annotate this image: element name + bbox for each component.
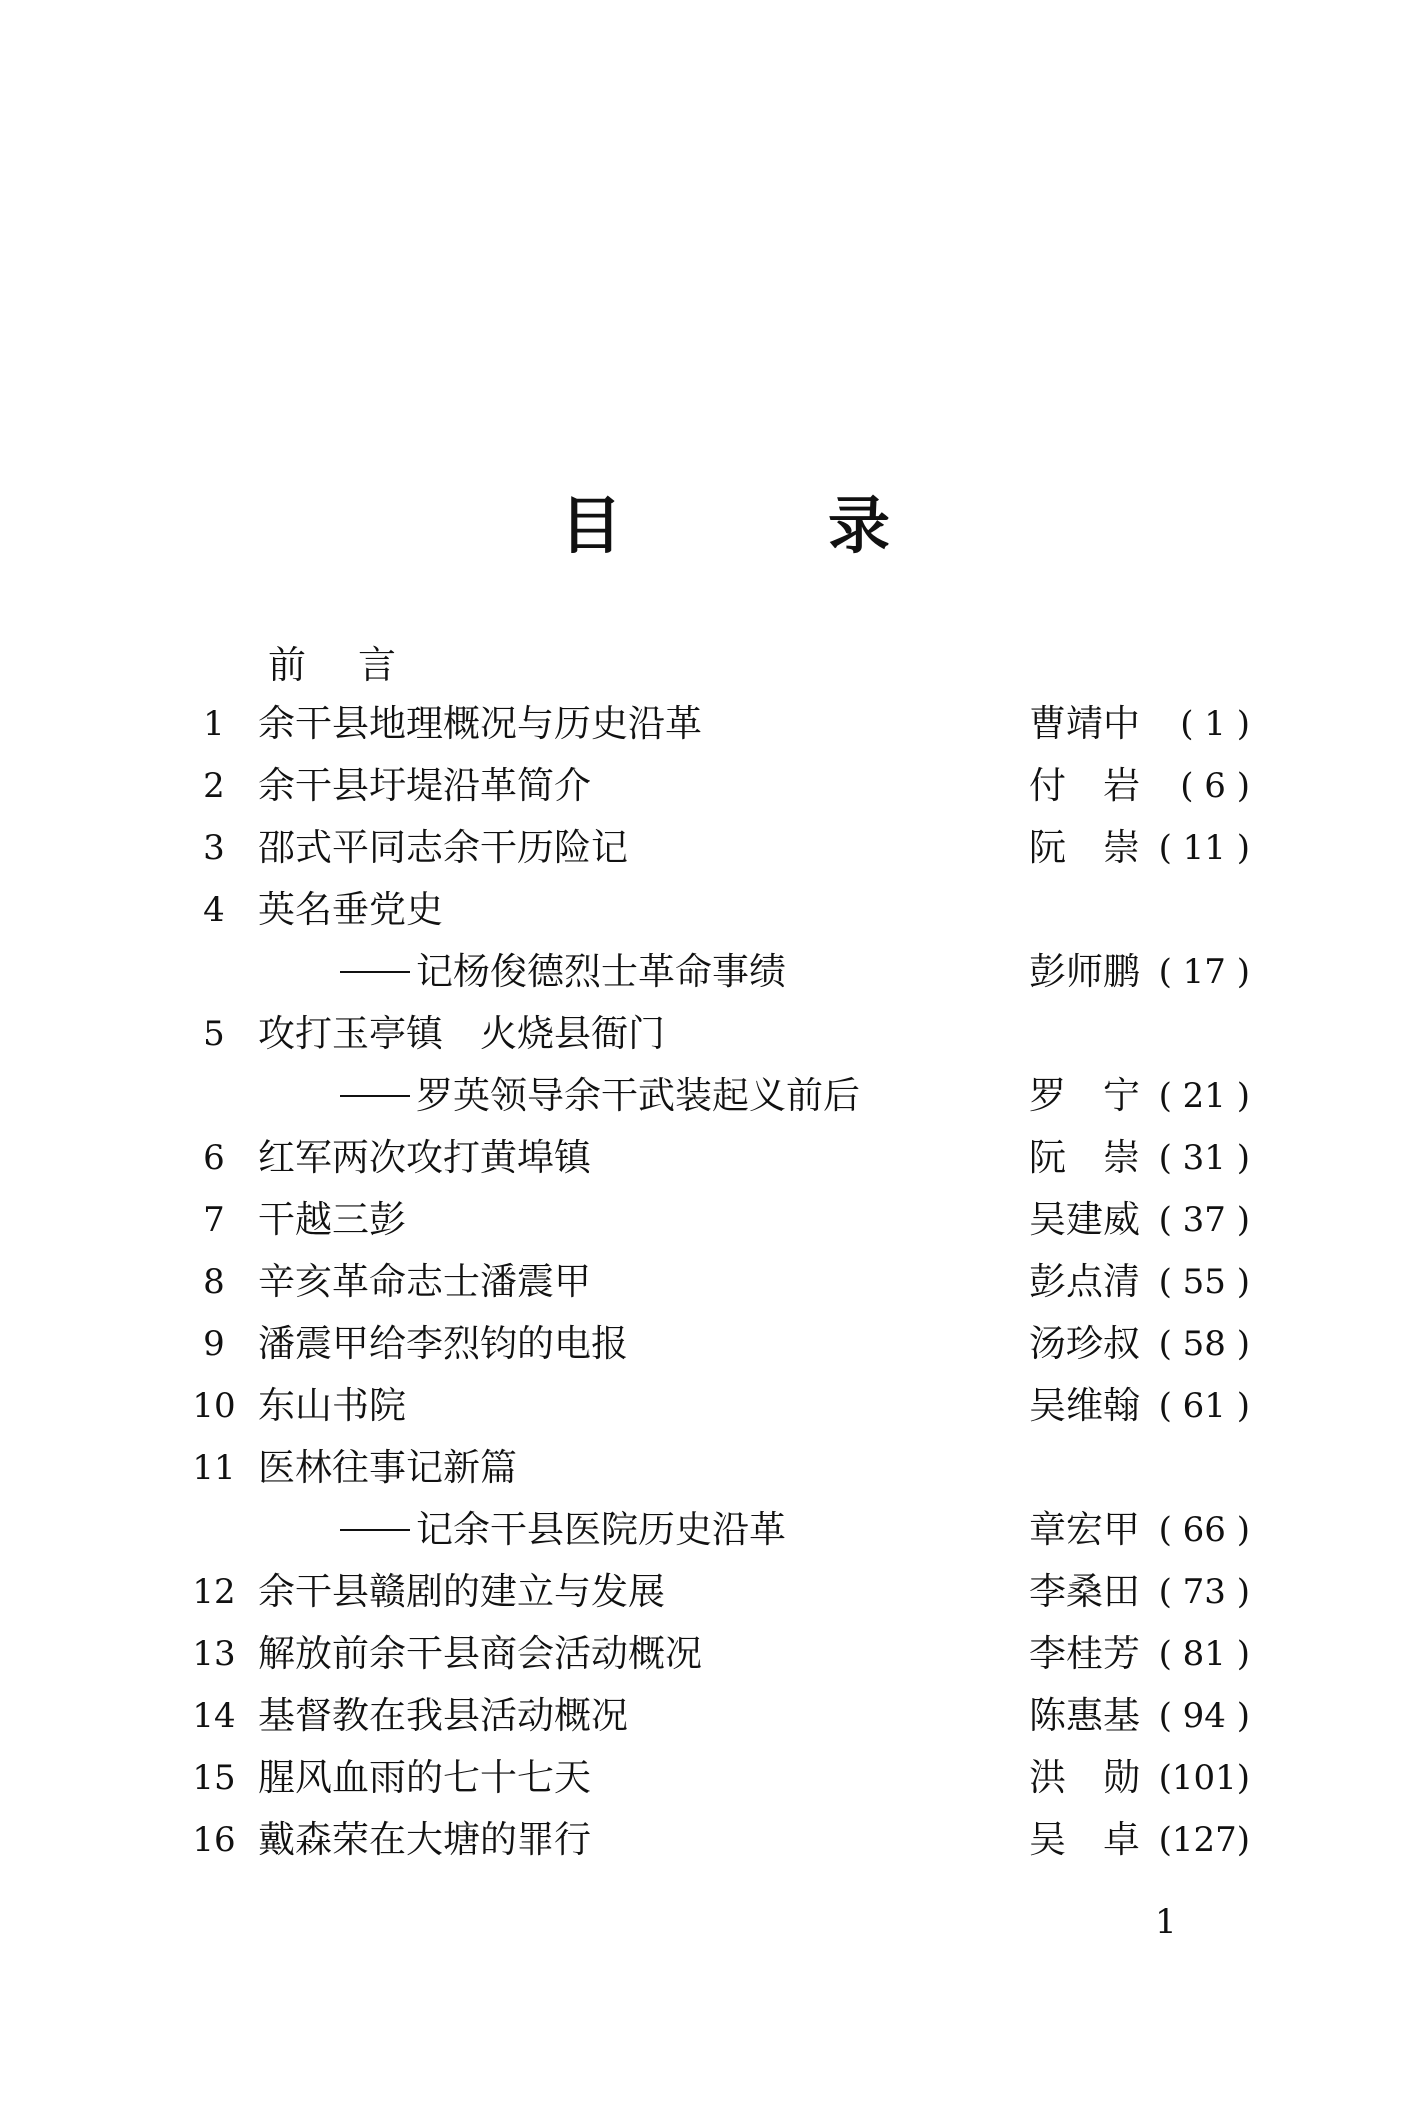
em-dash — [340, 1529, 410, 1531]
entry-author: 曹靖中 — [1029, 702, 1140, 745]
toc-entry — [170, 1814, 1250, 1866]
entry-page: (127) — [1158, 1820, 1250, 1860]
entry-page: ( 94 ) — [1158, 1696, 1250, 1736]
title-char-1: 目 — [560, 489, 623, 562]
entry-title: 戴森荣在大塘的罪行 — [258, 1818, 591, 1861]
toc-entry — [170, 1194, 1250, 1246]
toc-entry — [170, 884, 1250, 936]
entry-author: 汤珍叔 — [1029, 1322, 1140, 1365]
dot-leader — [706, 698, 1025, 750]
toc-entry — [170, 1566, 1250, 1618]
entry-page: ( 17 ) — [1158, 952, 1250, 992]
dot-leader — [595, 1814, 1025, 1866]
entry-author: 阮 崇 — [1029, 826, 1140, 869]
dot-leader — [632, 1690, 1025, 1742]
preface-heading: 前言 — [268, 643, 449, 687]
dot-leader — [410, 1380, 1025, 1432]
entry-subtitle: 罗英领导余干武装起义前后 — [416, 1074, 860, 1117]
entry-number: 10 — [192, 1386, 236, 1426]
entry-title: 英名垂党史 — [258, 888, 443, 931]
entry-page: ( 81 ) — [1158, 1634, 1250, 1674]
dot-leader — [595, 760, 1025, 812]
entry-title: 基督教在我县活动概况 — [258, 1694, 628, 1737]
entry-subtitle: 记余干县医院历史沿革 — [416, 1508, 786, 1551]
entry-number: 11 — [192, 1448, 236, 1488]
entry-title: 余干县地理概况与历史沿革 — [258, 702, 702, 745]
entry-page: ( 37 ) — [1158, 1200, 1250, 1240]
entry-number: 2 — [203, 766, 225, 806]
toc-entry — [170, 1256, 1250, 1308]
entry-title: 攻打玉亭镇 火烧县衙门 — [258, 1012, 665, 1055]
entry-author: 吴维翰 — [1029, 1384, 1140, 1427]
entry-title: 辛亥革命志士潘震甲 — [258, 1260, 591, 1303]
entry-author: 洪 勋 — [1029, 1756, 1140, 1799]
entry-author: 阮 崇 — [1029, 1136, 1140, 1179]
entry-page: ( 73 ) — [1158, 1572, 1250, 1612]
entry-number: 6 — [203, 1138, 225, 1178]
entry-title: 余干县赣剧的建立与发展 — [258, 1570, 665, 1613]
toc-subentry — [340, 946, 1250, 998]
dot-leader — [595, 1132, 1025, 1184]
dot-leader — [632, 1318, 1025, 1370]
entry-page: ( 1 ) — [1180, 704, 1250, 744]
dot-leader — [790, 1504, 1025, 1556]
toc-entry — [170, 1318, 1250, 1370]
toc-entry — [170, 698, 1250, 750]
entry-title: 潘震甲给李烈钧的电报 — [258, 1322, 628, 1365]
entry-page: ( 31 ) — [1158, 1138, 1250, 1178]
entry-title: 腥风血雨的七十七天 — [258, 1756, 591, 1799]
dot-leader — [595, 1256, 1025, 1308]
toc-entry — [170, 1442, 1250, 1494]
toc-entry — [170, 1628, 1250, 1680]
entry-page: ( 61 ) — [1158, 1386, 1250, 1426]
title-char-2: 录 — [827, 489, 890, 562]
entry-author: 付 岩 — [1029, 764, 1140, 807]
entry-number: 1 — [203, 704, 225, 744]
toc-entry — [170, 1752, 1250, 1804]
entry-title: 红军两次攻打黄埠镇 — [258, 1136, 591, 1179]
entry-number: 5 — [203, 1014, 225, 1054]
entry-subtitle: 记杨俊德烈士革命事绩 — [416, 950, 786, 993]
entry-number: 9 — [203, 1324, 225, 1364]
entry-author: 章宏甲 — [1029, 1508, 1140, 1551]
toc-entry — [170, 1690, 1250, 1742]
page-number: 1 — [1155, 1902, 1177, 1942]
entry-title: 解放前余干县商会活动概况 — [258, 1632, 702, 1675]
dot-leader — [864, 1070, 1025, 1122]
entry-page: ( 55 ) — [1158, 1262, 1250, 1302]
toc-subentry — [340, 1070, 1250, 1122]
dot-leader — [790, 946, 1025, 998]
entry-number: 15 — [192, 1758, 236, 1798]
entry-number: 16 — [192, 1820, 236, 1860]
entry-author: 吴建威 — [1029, 1198, 1140, 1241]
entry-number: 13 — [192, 1634, 236, 1674]
toc-entry — [170, 1008, 1250, 1060]
entry-number: 4 — [203, 890, 225, 930]
dot-leader — [706, 1628, 1025, 1680]
toc-entry — [170, 760, 1250, 812]
entry-number: 12 — [192, 1572, 236, 1612]
entry-title: 东山书院 — [258, 1384, 406, 1427]
dot-leader — [410, 1194, 1025, 1246]
entry-page: ( 11 ) — [1158, 828, 1250, 868]
entry-page: ( 66 ) — [1158, 1510, 1250, 1550]
entry-number: 7 — [203, 1200, 225, 1240]
em-dash — [340, 1095, 410, 1097]
entry-title: 余干县圩堤沿革简介 — [258, 764, 591, 807]
dot-leader — [669, 1566, 1025, 1618]
entry-page: ( 58 ) — [1158, 1324, 1250, 1364]
toc-entry — [170, 1132, 1250, 1184]
em-dash — [340, 971, 410, 973]
entry-title: 干越三彭 — [258, 1198, 406, 1241]
dot-leader — [595, 1752, 1025, 1804]
toc-entry — [170, 822, 1250, 874]
entry-author: 李桂芳 — [1029, 1632, 1140, 1675]
entry-number: 14 — [192, 1696, 236, 1736]
page-title — [560, 490, 890, 562]
toc-entry — [170, 1380, 1250, 1432]
entry-author: 陈惠基 — [1029, 1694, 1140, 1737]
toc-subentry — [340, 1504, 1250, 1556]
entry-author: 罗 宁 — [1029, 1074, 1140, 1117]
entry-title: 邵式平同志余干历险记 — [258, 826, 628, 869]
dot-leader — [632, 822, 1025, 874]
entry-number: 3 — [203, 828, 225, 868]
entry-author: 彭师鹏 — [1029, 950, 1140, 993]
entry-page: ( 6 ) — [1180, 766, 1250, 806]
entry-number: 8 — [203, 1262, 225, 1302]
entry-author: 李桑田 — [1029, 1570, 1140, 1613]
entry-title: 医林往事记新篇 — [258, 1446, 517, 1489]
entry-page: ( 21 ) — [1158, 1076, 1250, 1116]
entry-author: 彭点清 — [1029, 1260, 1140, 1303]
entry-author: 吴 卓 — [1029, 1818, 1140, 1861]
entry-page: (101) — [1158, 1758, 1250, 1798]
